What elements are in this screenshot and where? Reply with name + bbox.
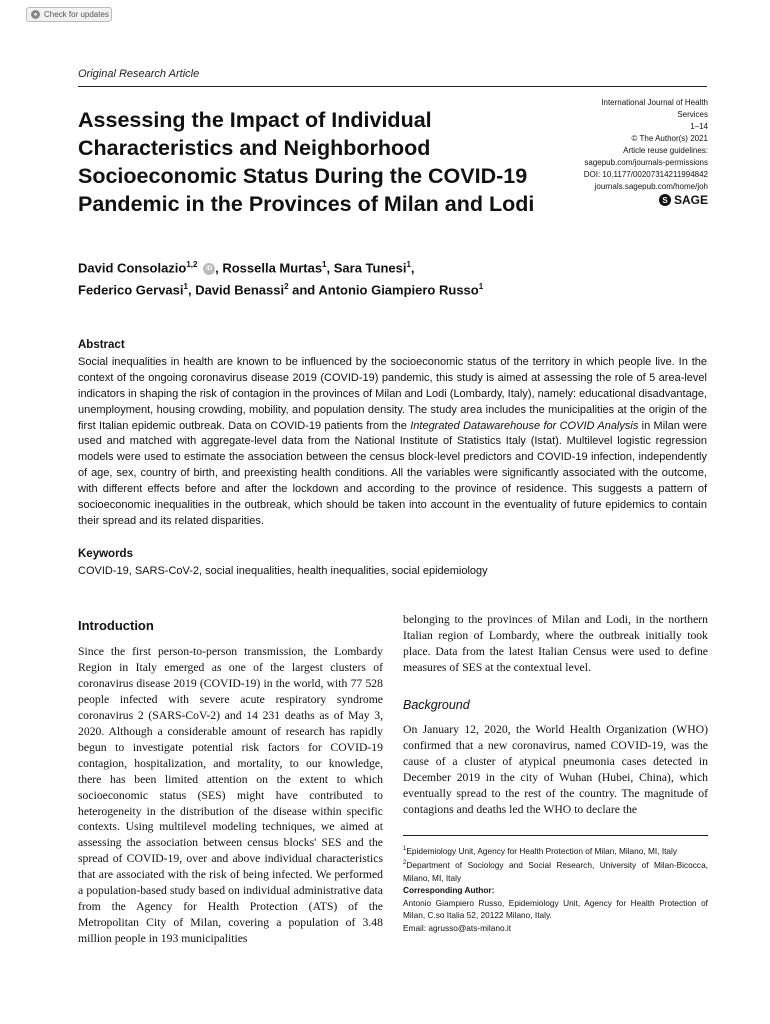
keywords-section (78, 546, 707, 579)
introduction-continued (403, 612, 708, 676)
journal-line: 1–14 (690, 122, 708, 131)
article-type: Original Research Article (78, 68, 200, 80)
journal-line: International Journal of Health (601, 98, 708, 107)
sage-logo-text: SAGE (673, 193, 708, 207)
author-name: Rossella Murtas (222, 260, 323, 276)
affiliation-marker: 1 (322, 260, 327, 269)
sage-logo-icon: S (659, 194, 671, 206)
footnote-marker: 1 (403, 846, 407, 852)
corresponding-author-label: Corresponding Author: (403, 885, 495, 896)
affiliation-marker: 1 (183, 282, 188, 292)
affiliation-marker: 1,2 (186, 260, 198, 269)
paper-title: Assessing the Impact of Individual Characteristics and Neighborhood Socioeconomic Status During the COVID-19 Pandemic in the Provinces of Milan and Lodi (78, 108, 535, 216)
affiliation-marker: 1 (478, 282, 484, 292)
abstract-section (78, 338, 707, 530)
orcid-icon[interactable]: iD (203, 263, 215, 275)
journal-line: Article reuse guidelines: (623, 146, 708, 155)
affiliation-text: Department of Sociology and Social Research, University of Milan-Bicocca, Milano, MI, Italy (403, 860, 708, 883)
introduction-paragraph-cont: belonging to the provinces of Milan and Lodi, in the northern Italian region of Lombardy, where the outbreak initially took place. Data from the latest Italian Census were used to define measures of SES at the contextual level. (403, 613, 708, 674)
author-name: David Consolazio (78, 260, 187, 276)
author-name: Sara Tunesi (333, 260, 407, 276)
journal-info (575, 97, 708, 193)
separator: , (326, 260, 334, 276)
abstract-heading: Abstract (78, 339, 125, 351)
corresponding-author-text: Antonio Giampiero Russo, Epidemiology Unit, Agency for Health Protection of Milan, C.so Italia 52, 20122 Milano, Italy. (403, 897, 708, 921)
affiliation-text: Epidemiology Unit, Agency for Health Protection of Milan, Milano, MI, Italy (406, 845, 678, 856)
author-list (78, 255, 707, 300)
journal-line: Services (677, 110, 708, 119)
affiliation-marker: 2 (284, 282, 289, 292)
footnote-rule (403, 835, 708, 836)
affiliation-marker: 1 (406, 260, 411, 269)
sage-logo (647, 192, 708, 208)
abstract-italic-term: Integrated Datawarehouse for COVID Analysis (410, 419, 639, 432)
header-rule (78, 86, 707, 87)
separator: , (410, 260, 415, 276)
keywords-text: COVID-19, SARS-CoV-2, social inequalities, health inequalities, social epidemiology (78, 565, 488, 577)
background-heading: Background (403, 698, 470, 712)
background-column (403, 722, 708, 818)
abstract-text-part: Social inequalities in health are known to be influenced by the socioeconomic status of the territory in which people live. In the context of the ongoing coronavirus disease 2019 (COVID-19) pandemic, this study is aimed at assessing the role of 5 area-level indicators in shaping the risk of contagion in the provinces of Milan and Lodi (Lombardy, Italy), namely: educational disadvantage, unemployment, housing crowding, mobility, and population density. The study area includes the municipalities at the origin of the first Italian epidemic outbreak. Data on COVID-19 patients from the (78, 355, 707, 432)
journal-line[interactable]: DOI: 10.1177/00207314211994842 (583, 170, 708, 179)
introduction-heading: Introduction (78, 618, 154, 633)
footnote-marker: 2 (403, 860, 407, 867)
separator: , (187, 282, 196, 298)
background-paragraph: On January 12, 2020, the World Health Organization (WHO) confirmed that a new coronavirus, named COVID-19, was the cause of a cluster of atypical pneumonia cases detected in December 2019 in the city of Wuhan (Hubei, China), which eventually spread to the rest of the country. The magnitude of contagions and deaths led the WHO to declare the (403, 723, 708, 816)
journal-line[interactable]: sagepub.com/journals-permissions (584, 158, 708, 167)
introduction-column (78, 644, 383, 947)
corresponding-email[interactable]: Email: agrusso@ats-milano.it (403, 922, 512, 933)
check-for-updates-badge[interactable] (26, 7, 112, 22)
affiliation-1 (403, 843, 708, 857)
author-name: Federico Gervasi (78, 282, 184, 298)
separator: and (288, 282, 319, 298)
journal-line[interactable]: journals.sagepub.com/home/joh (594, 182, 708, 191)
abstract-text-part: in Milan were used and matched with aggregate-level data from the National Institute of Statistics Italy (Istat). Multilevel logistic regression models were used to estimate the association between the census block-level predictors and COVID-19 infection, independently of age, sex, country of birth, and preexisting health conditions. All the variables were significantly associated with the outcome, with different effects before and after the lockdown and according to the province of residence. This suggests a pattern of socioeconomic inequalities in the outbreak, which should be taken into account in the eventuality of future epidemics to contain their spread and its related disparities. (78, 419, 707, 527)
update-icon: ● (31, 10, 40, 19)
introduction-paragraph: Since the first person-to-person transmission, the Lombardy Region in Italy emerged as one of the largest clusters of coronavirus disease 2019 (COVID-19) in the world, with 77 528 people infected with severe acute respiratory syndrome coronavirus 2 (SARS-CoV-2) and 14 231 deaths as of May 3, 2020. Although a considerable amount of research has rapidly begun to investigate potential risk factors for COVID-19 contagion, hospitalization, and mortality, to our knowledge, there has been limited attention on the extent to which socioeconomic status (SES) might have contributed to heterogeneity in the distribution of the disease within specific contexts. Using multilevel modeling techniques, we aimed at assessing the association between census blocks' SES and the spread of COVID-19, over and above individual characteristics that are associated with the risk of being infected. We performed a population-based study based on individual administrative data from the Agency for Health Protection (ATS) of the Metropolitan City of Milan, covering a population of 3.48 million people in 193 municipalities (78, 645, 383, 946)
affiliation-2 (403, 857, 708, 884)
journal-line: © The Author(s) 2021 (631, 134, 708, 143)
footnotes (403, 843, 708, 934)
author-name: Antonio Giampiero Russo (318, 282, 479, 298)
abstract-text (78, 355, 707, 530)
keywords-heading: Keywords (78, 548, 133, 560)
badge-label: Check for updates (44, 10, 109, 19)
author-name: David Benassi (195, 282, 285, 298)
separator: , (215, 260, 223, 276)
